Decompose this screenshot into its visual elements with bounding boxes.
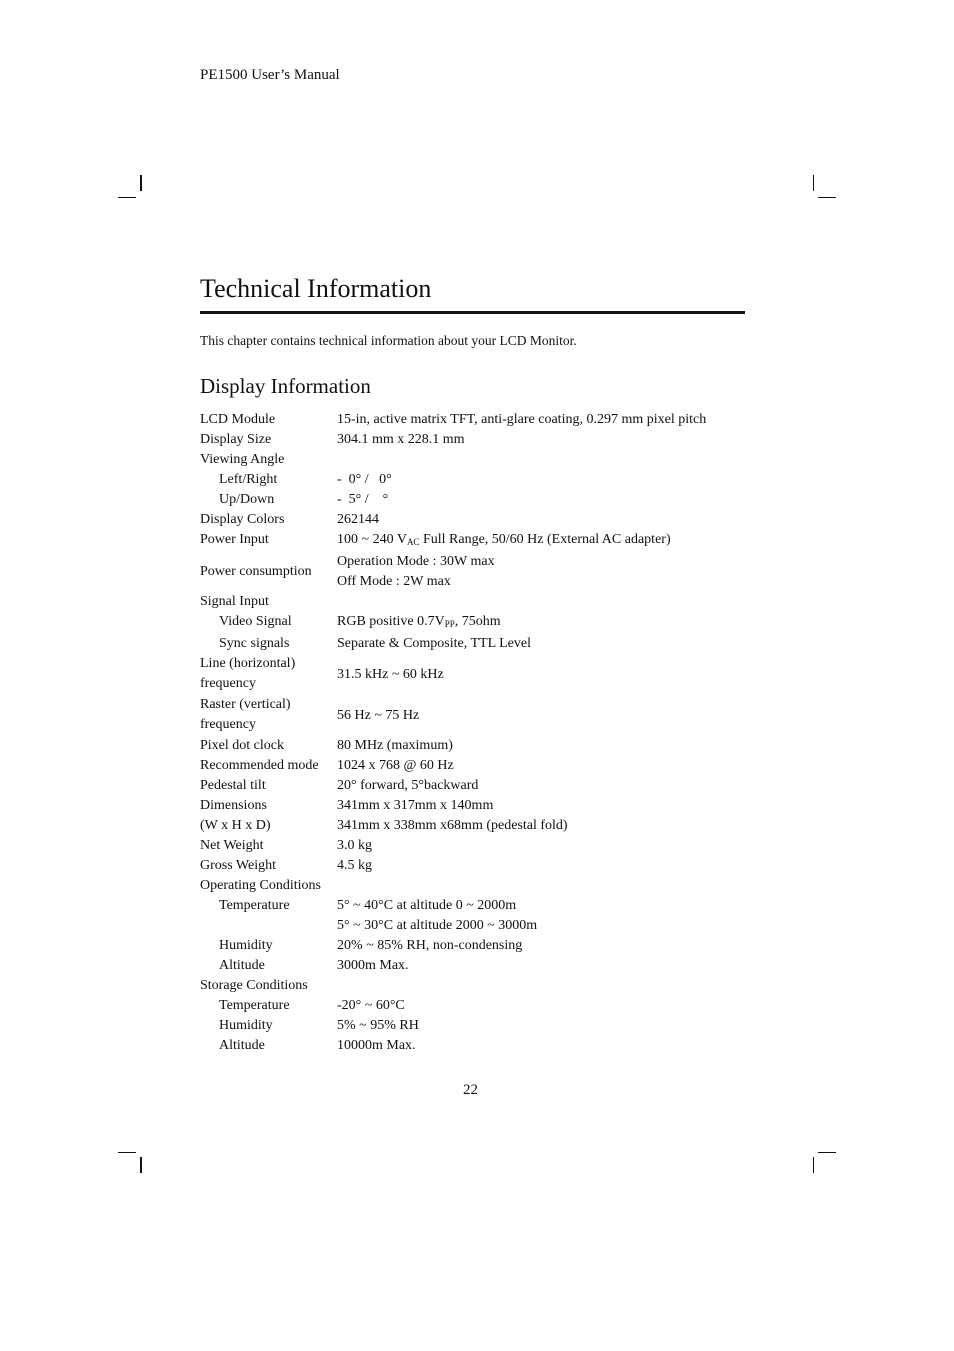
spec-label: Display Colors — [200, 512, 285, 527]
spec-value: 304.1 mm x 228.1 mm — [337, 432, 465, 447]
spec-label: LCD Module — [200, 412, 276, 427]
spec-row-power-input — [200, 530, 760, 552]
spec-label: Power Input — [200, 532, 269, 547]
page-number: 22 — [463, 1082, 478, 1098]
spec-row-st-humidity — [200, 1016, 760, 1036]
spec-value: 15-in, active matrix TFT, anti-glare coating, 0.297 mm pixel pitch — [337, 412, 707, 427]
spec-label: Gross Weight — [200, 858, 277, 873]
spec-row-op-humidity — [200, 936, 760, 956]
intro-text: This chapter contains technical information about your LCD Monitor. — [200, 333, 577, 348]
spec-label: Power consumption — [200, 564, 312, 579]
power-consumption-operation: Operation Mode : 30W max — [337, 554, 495, 569]
spec-value — [337, 612, 501, 634]
spec-value: 341mm x 317mm x 140mm — [337, 798, 494, 813]
spec-value: - 5° / ° — [337, 492, 389, 507]
spec-label: Pedestal tilt — [200, 778, 266, 793]
spec-value — [337, 896, 537, 936]
spec-label: Display Size — [200, 432, 272, 447]
spec-value: 5% ~ 95% RH — [337, 1018, 419, 1033]
spec-row-dimensions — [200, 796, 760, 816]
spec-value: 10000m Max. — [337, 1038, 416, 1053]
spec-row-video-signal — [200, 612, 760, 634]
spec-value: - 0° / 0° — [337, 472, 392, 487]
spec-label: Temperature — [219, 898, 290, 913]
spec-value: 20° forward, 5°backward — [337, 778, 479, 793]
spec-label: Dimensions — [200, 798, 267, 813]
spec-row-st-altitude — [200, 1036, 760, 1056]
spec-value: 3.0 kg — [337, 838, 372, 853]
spec-value: 31.5 kHz ~ 60 kHz — [337, 666, 444, 682]
spec-row-pixel-clock — [200, 736, 760, 756]
power-input-subscript: AC — [406, 537, 420, 547]
spec-label: Signal Input — [200, 594, 269, 609]
spec-label: Altitude — [219, 1038, 265, 1053]
page-title: Technical Information — [200, 274, 432, 303]
spec-row-viewing-angle — [200, 450, 760, 470]
spec-value — [337, 552, 495, 592]
line-frequency-label-2: frequency — [200, 676, 256, 691]
spec-row-pedestal-tilt — [200, 776, 760, 796]
spec-row-left-right — [200, 470, 760, 490]
spec-row-lcd-module — [200, 410, 760, 430]
spec-label: Up/Down — [219, 492, 275, 507]
spec-row-signal-input — [200, 592, 760, 612]
raster-frequency-label-1: Raster (vertical) — [200, 697, 291, 712]
power-consumption-off: Off Mode : 2W max — [337, 574, 451, 589]
spec-row-operating-conditions — [200, 876, 760, 896]
spec-row-storage-conditions — [200, 976, 760, 996]
video-signal-subscript: PP — [444, 619, 455, 629]
spec-label: Humidity — [219, 938, 273, 953]
spec-table — [200, 410, 760, 1056]
spec-value: 262144 — [337, 512, 379, 527]
spec-label: (W x H x D) — [200, 818, 271, 833]
spec-label: Storage Conditions — [200, 978, 308, 993]
running-header: PE1500 User’s Manual — [200, 67, 340, 83]
spec-row-up-down — [200, 490, 760, 510]
spec-row-power-consumption — [200, 552, 760, 592]
spec-label: Temperature — [219, 998, 290, 1013]
spec-value: 4.5 kg — [337, 858, 372, 873]
spec-value: Separate & Composite, TTL Level — [337, 636, 532, 651]
raster-frequency-label-2: frequency — [200, 717, 256, 732]
spec-label: Net Weight — [200, 838, 264, 853]
spec-value: 3000m Max. — [337, 958, 409, 973]
spec-row-line-frequency — [200, 654, 760, 695]
spec-label: Altitude — [219, 958, 265, 973]
spec-row-dimensions-whd — [200, 816, 760, 836]
spec-value — [337, 530, 671, 552]
spec-label: Recommended mode — [200, 758, 319, 773]
spec-label — [200, 695, 337, 736]
spec-row-raster-frequency — [200, 695, 760, 736]
spec-label: Humidity — [219, 1018, 273, 1033]
spec-row-sync-signals — [200, 634, 760, 654]
op-temperature-range-2: 5° ~ 30°C at altitude 2000 ~ 3000m — [337, 918, 538, 933]
spec-value: -20° ~ 60°C — [337, 998, 405, 1013]
spec-label: Viewing Angle — [200, 452, 285, 467]
power-input-text: 100 ~ 240 V — [337, 532, 407, 547]
spec-label: Sync signals — [219, 636, 290, 651]
spec-value: 80 MHz (maximum) — [337, 738, 453, 753]
spec-row-gross-weight — [200, 856, 760, 876]
line-frequency-label-1: Line (horizontal) — [200, 656, 296, 671]
spec-row-op-temperature — [200, 896, 760, 936]
spec-row-op-altitude — [200, 956, 760, 976]
spec-row-display-colors — [200, 510, 760, 530]
op-temperature-range-1: 5° ~ 40°C at altitude 0 ~ 2000m — [337, 898, 517, 913]
spec-value: 1024 x 768 @ 60 Hz — [337, 758, 454, 773]
power-input-text-rest: Full Range, 50/60 Hz (External AC adapter) — [419, 532, 671, 547]
spec-row-recommended-mode — [200, 756, 760, 776]
spec-row-display-size — [200, 430, 760, 450]
spec-label — [200, 654, 337, 695]
section-title: Display Information — [200, 374, 371, 398]
video-signal-text: RGB positive 0.7V — [337, 614, 445, 629]
spec-label: Operating Conditions — [200, 878, 321, 893]
spec-value: 20% ~ 85% RH, non-condensing — [337, 938, 523, 953]
spec-value: 341mm x 338mm x68mm (pedestal fold) — [337, 818, 568, 833]
spec-row-net-weight — [200, 836, 760, 856]
spec-label: Left/Right — [219, 472, 278, 487]
title-rule — [200, 311, 745, 314]
spec-label: Pixel dot clock — [200, 738, 284, 753]
spec-label: Video Signal — [219, 614, 292, 629]
video-signal-text-rest: , 75ohm — [454, 614, 501, 629]
spec-value: 56 Hz ~ 75 Hz — [337, 707, 420, 723]
spec-row-st-temperature — [200, 996, 760, 1016]
